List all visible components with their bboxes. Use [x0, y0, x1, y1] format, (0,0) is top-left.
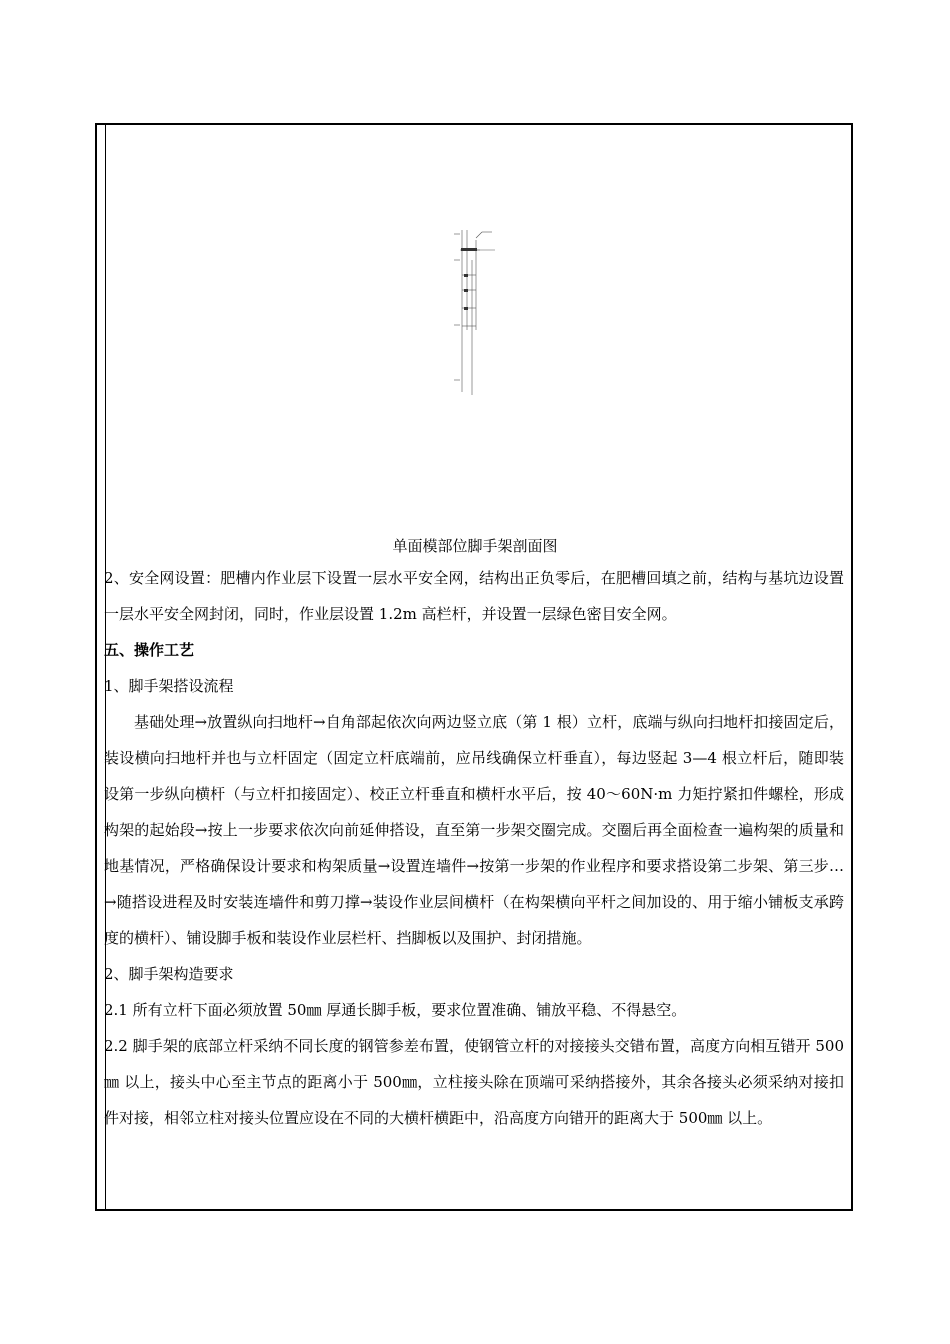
- paragraph-erection-flow: 基础处理→放置纵向扫地杆→自角部起依次向两边竖立底（第 1 根）立杆，底端与纵向扫地杆扣接固定后，装设横向扫地杆并也与立杆固定（固定立杆底端前，应吊线确保立杆垂直），每边竖起 3—4 根立杆后，随即装设第一步纵向横杆（与立杆扣接固定）、校正立杆垂直和横杆水平后，按 40～60N·m 力矩拧紧扣件螺栓，形成构架的起始段→按上一步要求依次向前延伸搭设，直至第一步架交圈完成。交圈后再全面检查一遍构架的质量和地基情况，严格确保设计要求和构架质量→设置连墙件→按第一步架的作业程序和要求搭设第二步架、第三步…→随搭设进程及时安装连墙件和剪刀撑→装设作业层间横杆（在构架横向平杆之间加设的、用于缩小铺板支承跨度的横杆）、铺设脚手板和装设作业层栏杆、挡脚板以及围护、封闭措施。: [104, 713, 844, 947]
- scaffold-section-drawing: [440, 220, 500, 400]
- subheading-erection-flow: 1、脚手架搭设流程: [104, 677, 234, 695]
- paragraph-2-2: 2.2 脚手架的底部立杆采纳不同长度的钢管参差布置，使钢管立杆的对接接头交错布置，高度方向相互错开 500㎜ 以上，接头中心至主节点的距离小于 500㎜，立柱接头除在顶端可采纳搭接外，其余各接头必须采纳对接扣件对接，相邻立柱对接头位置应设在不同的大横杆横距中，沿高度方向错开的距离大于 500㎜ 以上。: [104, 1037, 844, 1127]
- document-body: [104, 560, 844, 1136]
- paragraph-safety-net: 2、安全网设置：肥槽内作业层下设置一层水平安全网，结构出正负零后，在肥槽回填之前，结构与基坑边设置一层水平安全网封闭，同时，作业层设置 1.2m 高栏杆，并设置一层绿色密目安全网。: [104, 569, 844, 623]
- paragraph-2-1: 2.1 所有立杆下面必须放置 50㎜ 厚通长脚手板，要求位置准确、铺放平稳、不得悬空。: [104, 1001, 687, 1019]
- subheading-construction-requirements: 2、脚手架构造要求: [104, 965, 234, 983]
- figure-caption: 单面模部位脚手架剖面图: [392, 537, 558, 555]
- heading-operation-process: 五、操作工艺: [104, 641, 195, 659]
